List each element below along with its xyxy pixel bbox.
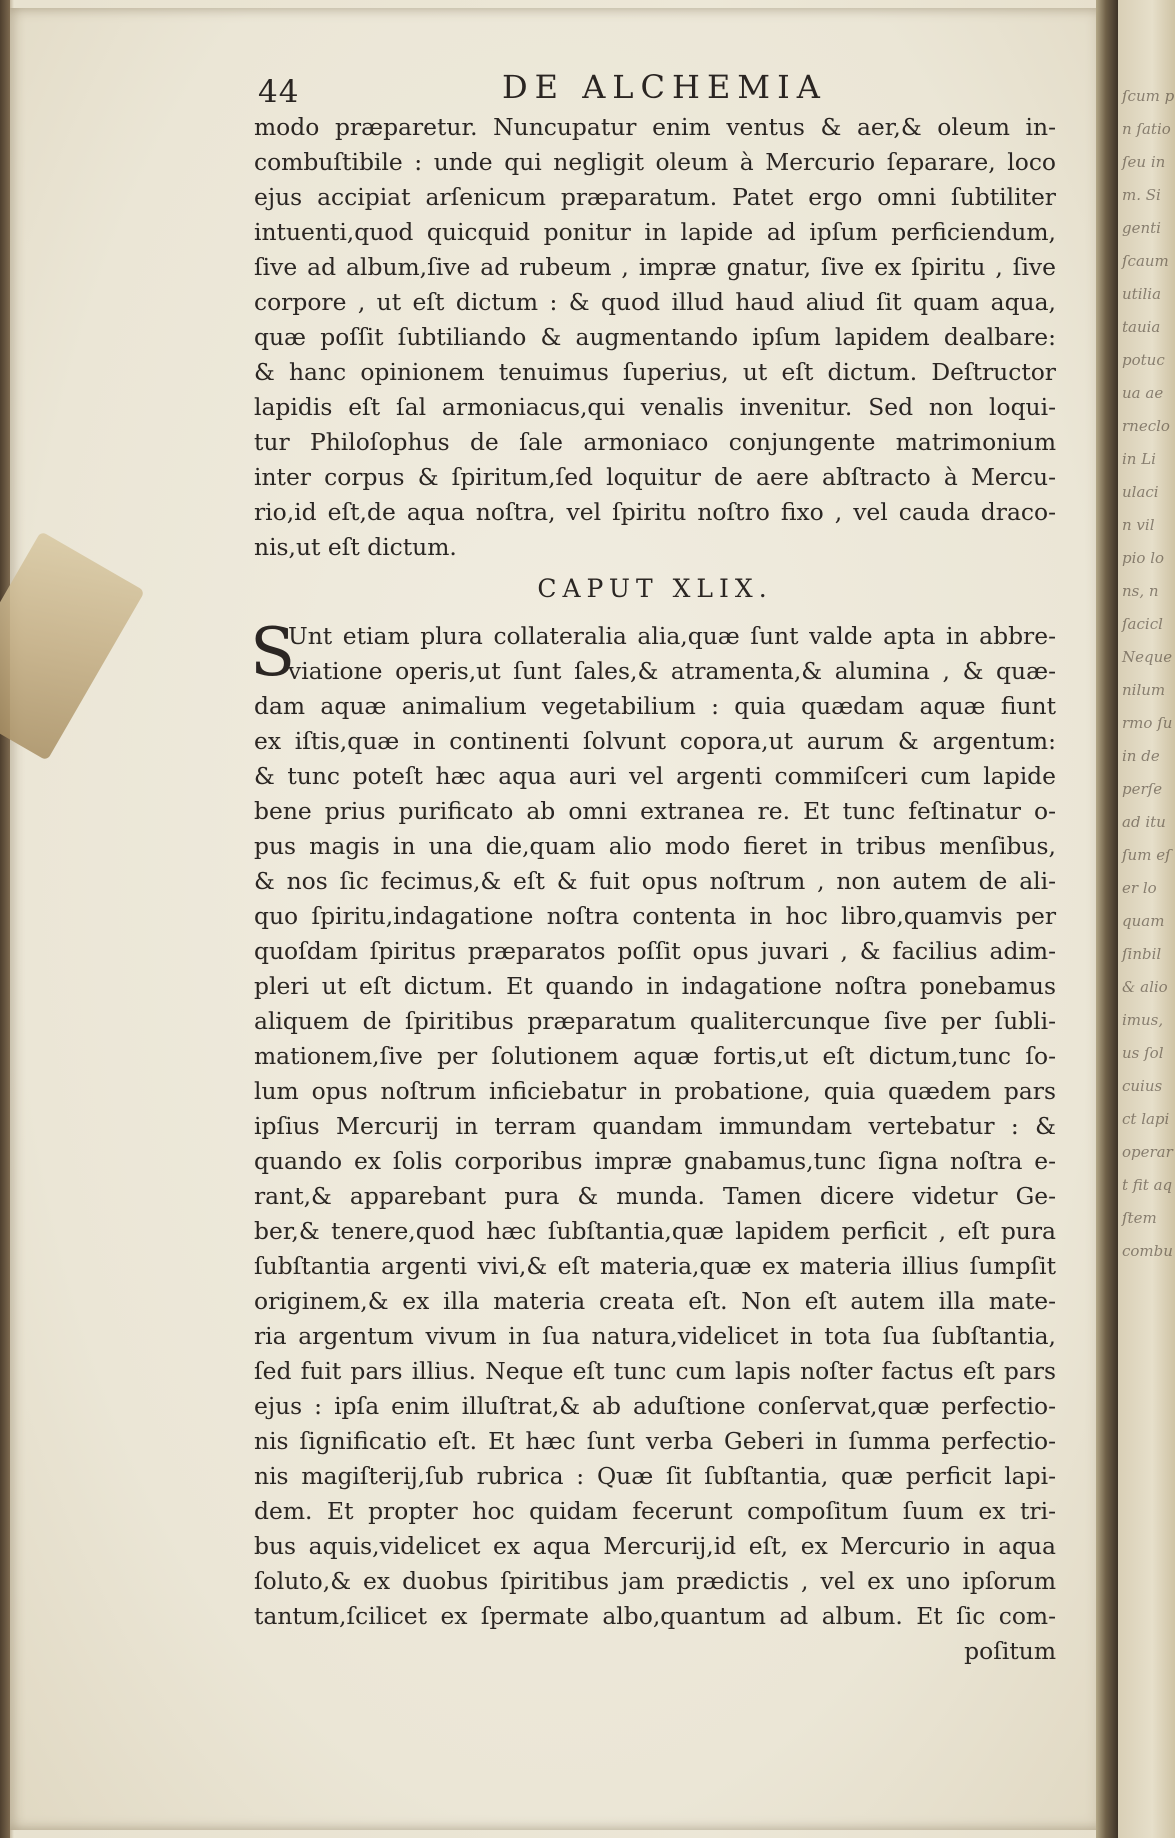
- text-line: modo præparetur. Nuncupatur enim ventus & aer,& oleum in-: [254, 113, 1056, 141]
- facing-page-fragment: & alio: [1122, 978, 1168, 996]
- text-line: tantum,ſcilicet ex ſpermate albo,quantum ad album. Et ſic com-: [254, 1602, 1056, 1630]
- facing-page-fragment: ſeu in: [1122, 153, 1166, 171]
- facing-page-fragment: cuius: [1122, 1077, 1163, 1095]
- facing-page-fragment: ns, n: [1122, 582, 1159, 600]
- text-line: rio,id eſt,de aqua noſtra, vel ſpiritu noſtro fixo , vel cauda draco-: [254, 498, 1056, 526]
- text-line: ſive ad album,ſive ad rubeum , impræ gnatur, ſive ex ſpiritu , ſive: [254, 253, 1056, 281]
- facing-page-fragment: perſe: [1122, 780, 1163, 798]
- facing-page-fragment: quam: [1122, 912, 1165, 930]
- text-block-top: [254, 110, 1056, 565]
- text-line: nis magiſterij,ſub rubrica : Quæ ſit ſubſtantia, quæ perficit lapi-: [254, 1462, 1056, 1490]
- text-line: mationem,ſive per ſolutionem aquæ fortis,ut eſt dictum,tunc ſo-: [254, 1042, 1056, 1070]
- facing-page-fragment: nilum: [1122, 681, 1166, 699]
- text-line: ex iſtis,quæ in continenti ſolvunt copora,ut aurum & argentum:: [254, 727, 1056, 755]
- facing-page-fragment: genti: [1122, 219, 1161, 237]
- facing-page-edge: [1118, 0, 1175, 1838]
- text-line: Unt etiam plura collateralia alia,quæ ſunt valde apta in abbre-: [288, 622, 1056, 650]
- facing-page-fragment: pio lo: [1122, 549, 1165, 567]
- text-line: nis ſignificatio eſt. Et hæc ſunt verba Geberi in ſumma perfectio-: [254, 1427, 1056, 1455]
- facing-page-fragment: ſinbil: [1122, 945, 1162, 963]
- text-line: ipſius Mercurij in terram quandam immundam vertebatur : &: [254, 1112, 1056, 1140]
- drop-cap: S: [250, 614, 296, 691]
- text-line: ſoluto,& ex duobus ſpiritibus jam prædictis , vel ex uno ipſorum: [254, 1567, 1056, 1595]
- text-line: ria argentum vivum in ſua natura,videlicet in tota ſua ſubſtantia,: [254, 1322, 1056, 1350]
- facing-page-fragment: t fit aq: [1122, 1176, 1173, 1194]
- facing-page-fragment: ſacicl: [1122, 615, 1163, 633]
- facing-page-fragment: n ſatio: [1122, 120, 1171, 138]
- text-line: quo ſpiritu,indagatione noſtra contenta in hoc libro,quamvis per: [254, 902, 1056, 930]
- text-line: aliquem de ſpiritibus præparatum qualitercunque ſive per ſubli-: [254, 1007, 1056, 1035]
- page-number: 44: [258, 74, 300, 110]
- facing-page-fragment: in Li: [1122, 450, 1156, 468]
- text-line: pleri ut eſt dictum. Et quando in indagatione noſtra ponebamus: [254, 972, 1056, 1000]
- text-line: intuenti,quod quicquid ponitur in lapide ad ipſum perficiendum,: [254, 218, 1056, 246]
- text-block-chapter: [254, 619, 1056, 1634]
- facing-page-fragment: ſum eſ: [1122, 846, 1171, 864]
- facing-page-fragment: in de: [1122, 747, 1160, 765]
- text-line: viatione operis,ut ſunt ſales,& atramenta,& alumina , & quæ-: [288, 657, 1056, 685]
- text-line: ſubſtantia argenti vivi,& eſt materia,quæ ex materia illius ſumpſit: [254, 1252, 1056, 1280]
- facing-page-fragment: ſtem: [1122, 1209, 1157, 1227]
- text-line: dem. Et propter hoc quidam fecerunt compoſitum ſuum ex tri-: [254, 1497, 1056, 1525]
- facing-page-fragment: rmo ſu: [1122, 714, 1173, 732]
- facing-page-fragment: combu: [1122, 1242, 1173, 1260]
- facing-page-fragment: ſcaum: [1122, 252, 1169, 270]
- facing-page-fragment: ad itu: [1122, 813, 1166, 831]
- text-line: combuſtibile : unde qui negligit oleum à Mercurio ſeparare, loco: [254, 148, 1056, 176]
- facing-page-fragment: ulaci: [1122, 483, 1159, 501]
- text-line: & hanc opinionem tenuimus ſuperius, ut eſt dictum. Deſtructor: [254, 358, 1056, 386]
- text-line: pus magis in una die,quam alio modo fieret in tribus menſibus,: [254, 832, 1056, 860]
- left-book-edge: [0, 0, 10, 1838]
- facing-page-fragment: us ſol: [1122, 1044, 1164, 1062]
- text-line: & nos ſic fecimus,& eſt & fuit opus noſtrum , non autem de ali-: [254, 867, 1056, 895]
- book-gutter: [1096, 0, 1118, 1838]
- text-line: lapidis eſt ſal armoniacus,qui venalis invenitur. Sed non loqui-: [254, 393, 1056, 421]
- facing-page-fragment: Neque: [1122, 648, 1173, 666]
- facing-page-fragment: utilia: [1122, 285, 1162, 303]
- text-line: ejus accipiat arſenicum præparatum. Patet ergo omni ſubtiliter: [254, 183, 1056, 211]
- catchword-row: [254, 1634, 1056, 1669]
- text-line: originem,& ex illa materia creata eſt. Non eſt autem illa mate-: [254, 1287, 1056, 1315]
- text-line: ejus : ipſa enim illuſtrat,& ab aduſtione conſervat,quæ perfectio-: [254, 1392, 1056, 1420]
- facing-page-fragment: tauia: [1122, 318, 1161, 336]
- facing-page-fragment: rneclo: [1122, 417, 1170, 435]
- text-line: corpore , ut eſt dictum : & quod illud haud aliud ſit quam aqua,: [254, 288, 1056, 316]
- text-line: inter corpus & ſpiritum,ſed loquitur de aere abſtracto à Mercu-: [254, 463, 1056, 491]
- catchword: poſitum: [964, 1637, 1056, 1665]
- text-line: quæ poſſit ſubtiliando & augmentando ipſum lapidem dealbare:: [254, 323, 1056, 351]
- text-line: & tunc poteſt hæc aqua auri vel argenti commiſceri cum lapide: [254, 762, 1056, 790]
- text-line: bene prius purificato ab omni extranea re. Et tunc feſtinatur o-: [254, 797, 1056, 825]
- text-line: ber,& tenere,quod hæc ſubſtantia,quæ lapidem perficit , eſt pura: [254, 1217, 1056, 1245]
- chapter-heading: CAPUT XLIX.: [537, 574, 773, 603]
- facing-page-fragment: ct lapi: [1122, 1110, 1170, 1128]
- text-line: lum opus noſtrum inficiebatur in probatione, quia quædem pars: [254, 1077, 1056, 1105]
- facing-page-fragment: potuc: [1122, 351, 1165, 369]
- text-line: bus aquis,videlicet ex aqua Mercurij,id eſt, ex Mercurio in aqua: [254, 1532, 1056, 1560]
- facing-page-fragment: ua ae: [1122, 384, 1164, 402]
- facing-page-fragment: imus,: [1122, 1011, 1164, 1029]
- facing-page-fragment: m. Si: [1122, 186, 1161, 204]
- facing-page-fragment: ſcum p: [1122, 87, 1175, 105]
- running-title: DE ALCHEMIA: [502, 68, 827, 106]
- facing-page-fragment: n vil: [1122, 516, 1155, 534]
- text-line: ſed fuit pars illius. Neque eſt tunc cum lapis noſter factus eſt pars: [254, 1357, 1056, 1385]
- text-line: quando ex ſolis corporibus impræ gnabamus,tunc ſigna noſtra e-: [254, 1147, 1056, 1175]
- facing-page-fragment: er lo: [1122, 879, 1157, 897]
- text-line: rant,& apparebant pura & munda. Tamen dicere videtur Ge-: [254, 1182, 1056, 1210]
- text-line: tur Philoſophus de ſale armoniaco conjungente matrimonium: [254, 428, 1056, 456]
- facing-page-fragment: operar: [1122, 1143, 1173, 1161]
- text-line: dam aquæ animalium vegetabilium : quia quædam aquæ fiunt: [254, 692, 1056, 720]
- facing-page-text-fragments: [1122, 80, 1174, 1268]
- page-header: [258, 68, 827, 110]
- text-line: quoſdam ſpiritus præparatos poſſit opus juvari , & facilius adim-: [254, 937, 1056, 965]
- text-line: nis,ut eſt dictum.: [254, 533, 457, 561]
